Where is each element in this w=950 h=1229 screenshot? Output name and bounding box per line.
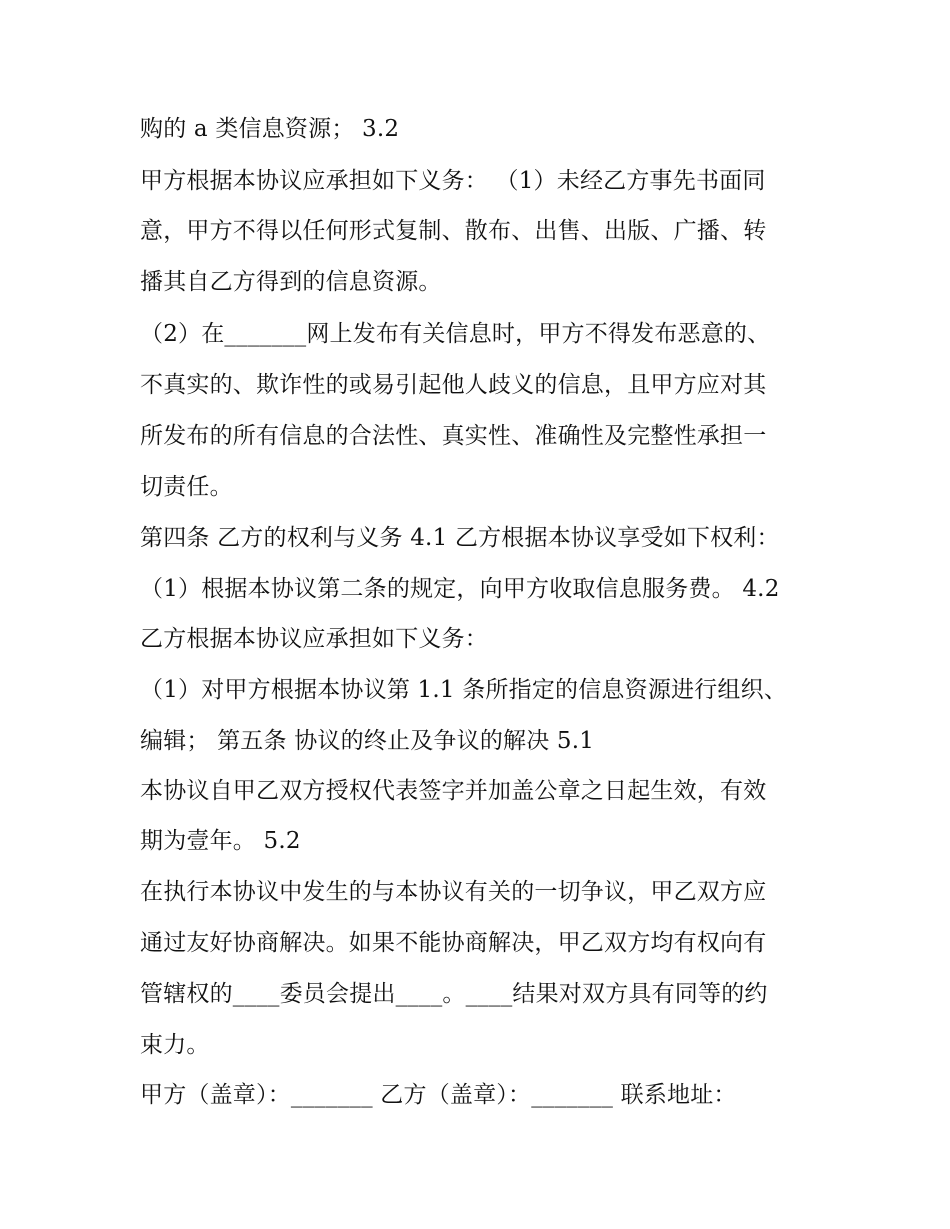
text-line: 乙方根据本协议应承担如下义务：	[140, 626, 488, 652]
text-line: 编辑； 第五条 协议的终止及争议的解决 5.1	[140, 728, 595, 754]
text-line: （1）对甲方根据本协议第 1.1 条所指定的信息资源进行组织、	[140, 677, 788, 703]
text-line: 意，甲方不得以任何形式复制、散布、出售、出版、广播、转	[140, 218, 767, 244]
text-line: 切责任。	[140, 474, 233, 500]
text-line: （2）在_______网上发布有关信息时，甲方不得发布恶意的、	[140, 321, 771, 347]
text-line: 所发布的所有信息的合法性、真实性、准确性及完整性承担一	[140, 423, 767, 449]
text-line: 本协议自甲乙双方授权代表签字并加盖公章之日起生效，有效	[140, 778, 767, 804]
text-line: 甲方（盖章）：_______ 乙方（盖章）：_______ 联系地址：	[140, 1082, 737, 1108]
text-line: 束力。	[140, 1032, 210, 1058]
text-line: 不真实的、欺诈性的或易引起他人歧义的信息，且甲方应对其	[140, 372, 767, 398]
text-line: 在执行本协议中发生的与本协议有关的一切争议，甲乙双方应	[140, 879, 767, 905]
text-line: 管辖权的____委员会提出____。____结果对双方具有同等的约	[140, 981, 768, 1007]
text-line: 期为壹年。 5.2	[140, 828, 301, 854]
text-line: 第四条 乙方的权利与义务 4.1 乙方根据本协议享受如下权利：	[140, 525, 780, 551]
text-line: 购的 a 类信息资源； 3.2	[140, 116, 400, 142]
text-line: 甲方根据本协议应承担如下义务： （1）未经乙方事先书面同	[140, 168, 766, 194]
text-line: 通过友好协商解决。如果不能协商解决，甲乙双方均有权向有	[140, 930, 767, 956]
text-line: 播其自乙方得到的信息资源。	[140, 269, 442, 295]
text-line: （1）根据本协议第二条的规定，向甲方收取信息服务费。 4.2	[140, 576, 780, 602]
